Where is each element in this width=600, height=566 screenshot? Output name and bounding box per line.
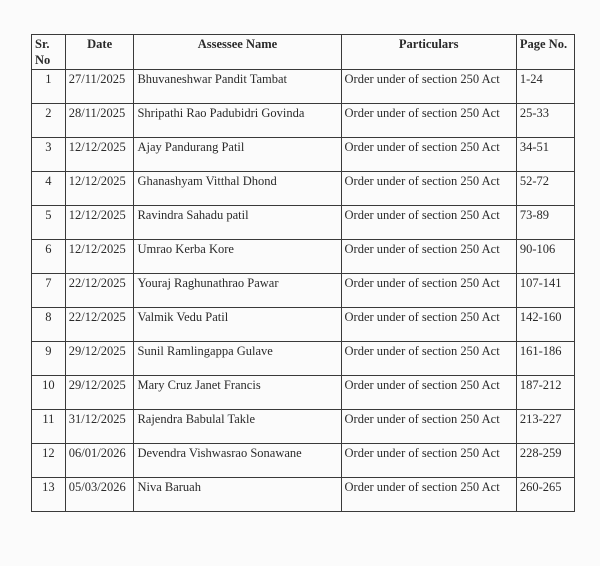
cell-sr-no: 13 bbox=[32, 478, 66, 512]
cell-page-no: 260-265 bbox=[516, 478, 574, 512]
table-row bbox=[32, 342, 575, 376]
cell-assessee-name: Ravindra Sahadu patil bbox=[134, 206, 341, 240]
table-row bbox=[32, 274, 575, 308]
cell-particulars: Order under of section 250 Act bbox=[341, 172, 516, 206]
cell-date: 31/12/2025 bbox=[65, 410, 134, 444]
table-row bbox=[32, 104, 575, 138]
cell-page-no: 90-106 bbox=[516, 240, 574, 274]
cell-sr-no: 3 bbox=[32, 138, 66, 172]
cell-page-no: 34-51 bbox=[516, 138, 574, 172]
cell-sr-no: 4 bbox=[32, 172, 66, 206]
cell-particulars: Order under of section 250 Act bbox=[341, 308, 516, 342]
cell-sr-no: 11 bbox=[32, 410, 66, 444]
cell-date: 29/12/2025 bbox=[65, 342, 134, 376]
table-row bbox=[32, 240, 575, 274]
cell-date: 12/12/2025 bbox=[65, 240, 134, 274]
cell-assessee-name: Shripathi Rao Padubidri Govinda bbox=[134, 104, 341, 138]
cell-sr-no: 12 bbox=[32, 444, 66, 478]
cell-particulars: Order under of section 250 Act bbox=[341, 206, 516, 240]
cell-page-no: 213-227 bbox=[516, 410, 574, 444]
cell-particulars: Order under of section 250 Act bbox=[341, 274, 516, 308]
cell-date: 27/11/2025 bbox=[65, 70, 134, 104]
cell-page-no: 25-33 bbox=[516, 104, 574, 138]
cell-sr-no: 7 bbox=[32, 274, 66, 308]
cell-particulars: Order under of section 250 Act bbox=[341, 410, 516, 444]
table-row bbox=[32, 206, 575, 240]
header-sr-no: Sr. No bbox=[32, 35, 66, 70]
cell-assessee-name: Youraj Raghunathrao Pawar bbox=[134, 274, 341, 308]
cell-assessee-name: Mary Cruz Janet Francis bbox=[134, 376, 341, 410]
cell-particulars: Order under of section 250 Act bbox=[341, 104, 516, 138]
cell-date: 12/12/2025 bbox=[65, 206, 134, 240]
cell-assessee-name: Sunil Ramlingappa Gulave bbox=[134, 342, 341, 376]
cell-sr-no: 9 bbox=[32, 342, 66, 376]
cell-sr-no: 6 bbox=[32, 240, 66, 274]
cell-particulars: Order under of section 250 Act bbox=[341, 478, 516, 512]
cell-page-no: 1-24 bbox=[516, 70, 574, 104]
table-row bbox=[32, 308, 575, 342]
cell-page-no: 228-259 bbox=[516, 444, 574, 478]
cell-date: 12/12/2025 bbox=[65, 138, 134, 172]
cell-page-no: 52-72 bbox=[516, 172, 574, 206]
orders-index-table bbox=[31, 34, 575, 512]
cell-date: 22/12/2025 bbox=[65, 308, 134, 342]
cell-particulars: Order under of section 250 Act bbox=[341, 138, 516, 172]
table-row bbox=[32, 172, 575, 206]
cell-page-no: 187-212 bbox=[516, 376, 574, 410]
table-row bbox=[32, 70, 575, 104]
cell-assessee-name: Niva Baruah bbox=[134, 478, 341, 512]
header-row bbox=[32, 35, 575, 70]
cell-sr-no: 5 bbox=[32, 206, 66, 240]
header-date: Date bbox=[65, 35, 134, 70]
table-row bbox=[32, 138, 575, 172]
cell-particulars: Order under of section 250 Act bbox=[341, 70, 516, 104]
cell-assessee-name: Valmik Vedu Patil bbox=[134, 308, 341, 342]
table-row bbox=[32, 444, 575, 478]
cell-sr-no: 10 bbox=[32, 376, 66, 410]
cell-particulars: Order under of section 250 Act bbox=[341, 444, 516, 478]
table-row bbox=[32, 478, 575, 512]
cell-assessee-name: Ghanashyam Vitthal Dhond bbox=[134, 172, 341, 206]
cell-date: 06/01/2026 bbox=[65, 444, 134, 478]
cell-sr-no: 8 bbox=[32, 308, 66, 342]
header-particulars: Particulars bbox=[341, 35, 516, 70]
cell-date: 28/11/2025 bbox=[65, 104, 134, 138]
cell-sr-no: 1 bbox=[32, 70, 66, 104]
table-row bbox=[32, 410, 575, 444]
cell-page-no: 107-141 bbox=[516, 274, 574, 308]
cell-page-no: 161-186 bbox=[516, 342, 574, 376]
table-row bbox=[32, 376, 575, 410]
cell-date: 22/12/2025 bbox=[65, 274, 134, 308]
cell-date: 05/03/2026 bbox=[65, 478, 134, 512]
cell-date: 29/12/2025 bbox=[65, 376, 134, 410]
cell-date: 12/12/2025 bbox=[65, 172, 134, 206]
header-page-no: Page No. bbox=[516, 35, 574, 70]
cell-particulars: Order under of section 250 Act bbox=[341, 342, 516, 376]
cell-assessee-name: Rajendra Babulal Takle bbox=[134, 410, 341, 444]
cell-sr-no: 2 bbox=[32, 104, 66, 138]
cell-page-no: 73-89 bbox=[516, 206, 574, 240]
cell-particulars: Order under of section 250 Act bbox=[341, 376, 516, 410]
cell-assessee-name: Umrao Kerba Kore bbox=[134, 240, 341, 274]
header-assessee-name: Assessee Name bbox=[134, 35, 341, 70]
cell-assessee-name: Devendra Vishwasrao Sonawane bbox=[134, 444, 341, 478]
cell-particulars: Order under of section 250 Act bbox=[341, 240, 516, 274]
cell-assessee-name: Ajay Pandurang Patil bbox=[134, 138, 341, 172]
cell-page-no: 142-160 bbox=[516, 308, 574, 342]
cell-assessee-name: Bhuvaneshwar Pandit Tambat bbox=[134, 70, 341, 104]
